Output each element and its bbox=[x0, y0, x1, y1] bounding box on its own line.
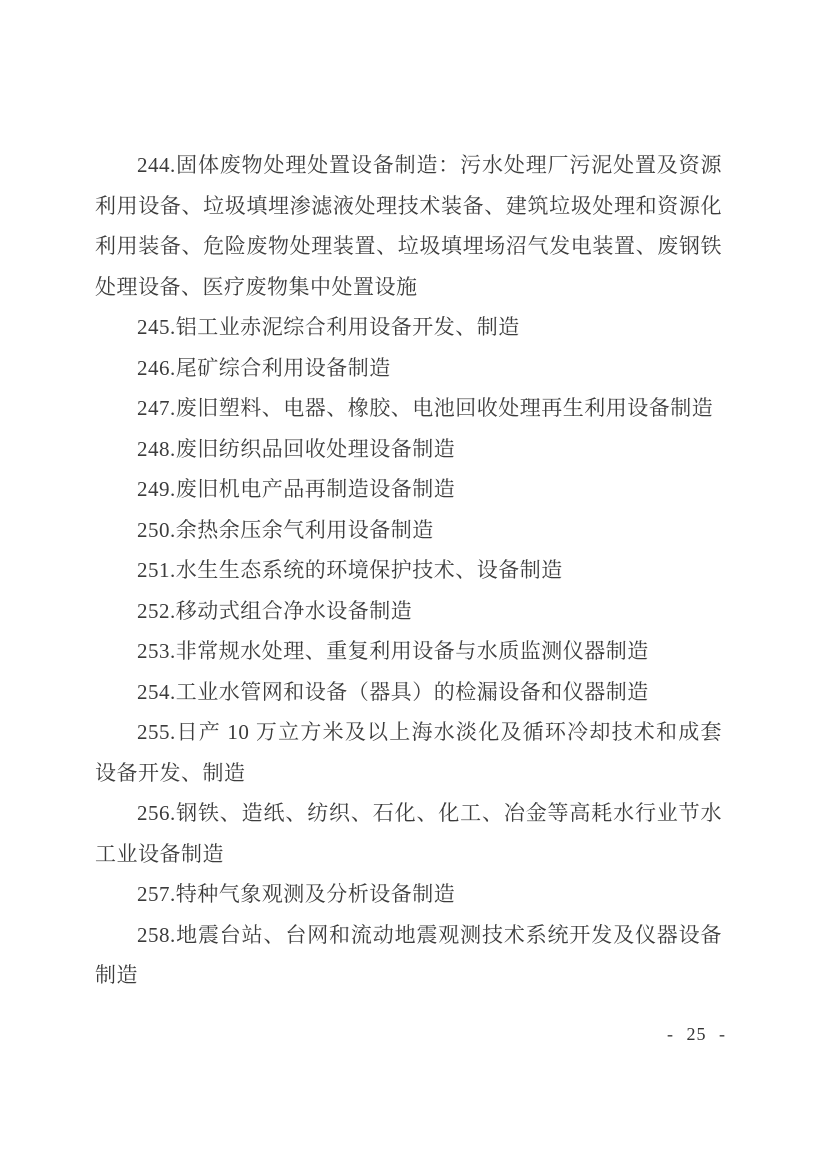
list-item-256: 256.钢铁、造纸、纺织、石化、化工、冶金等高耗水行业节水工业设备制造 bbox=[95, 801, 722, 866]
item-list bbox=[95, 145, 722, 996]
list-item-255: 255.日产 10 万立方米及以上海水淡化及循环冷却技术和成套设备开发、制造 bbox=[95, 720, 722, 785]
list-item-252: 252.移动式组合净水设备制造 bbox=[137, 598, 413, 623]
list-item-246: 246.尾矿综合利用设备制造 bbox=[137, 355, 391, 380]
page-number: - 25 - bbox=[667, 1024, 726, 1044]
list-item-249: 249.废旧机电产品再制造设备制造 bbox=[137, 477, 456, 501]
list-item-257: 257.特种气象观测及分析设备制造 bbox=[137, 882, 456, 906]
list-item-254: 254.工业水管网和设备（器具）的检漏设备和仪器制造 bbox=[137, 679, 649, 704]
list-item-250: 250.余热余压余气利用设备制造 bbox=[137, 517, 434, 542]
list-item-248: 248.废旧纺织品回收处理设备制造 bbox=[137, 436, 456, 461]
list-item-253: 253.非常规水处理、重复利用设备与水质监测仪器制造 bbox=[137, 639, 649, 663]
list-item-244: 244.固体废物处理处置设备制造：污水处理厂污泥处置及资源利用设备、垃圾填埋渗滤液处理技术装备、建筑垃圾处理和资源化利用装备、危险废物处理装置、垃圾填埋场沼气发电装置、废钢铁处理设备、医疗废物集中处置设施 bbox=[95, 153, 722, 299]
list-item-245: 245.铝工业赤泥综合利用设备开发、制造 bbox=[137, 315, 520, 339]
list-item-247: 247.废旧塑料、电器、橡胶、电池回收处理再生利用设备制造 bbox=[137, 396, 714, 420]
list-item-251: 251.水生生态系统的环境保护技术、设备制造 bbox=[137, 558, 563, 582]
list-item-258: 258.地震台站、台网和流动地震观测技术系统开发及仪器设备制造 bbox=[95, 922, 722, 987]
